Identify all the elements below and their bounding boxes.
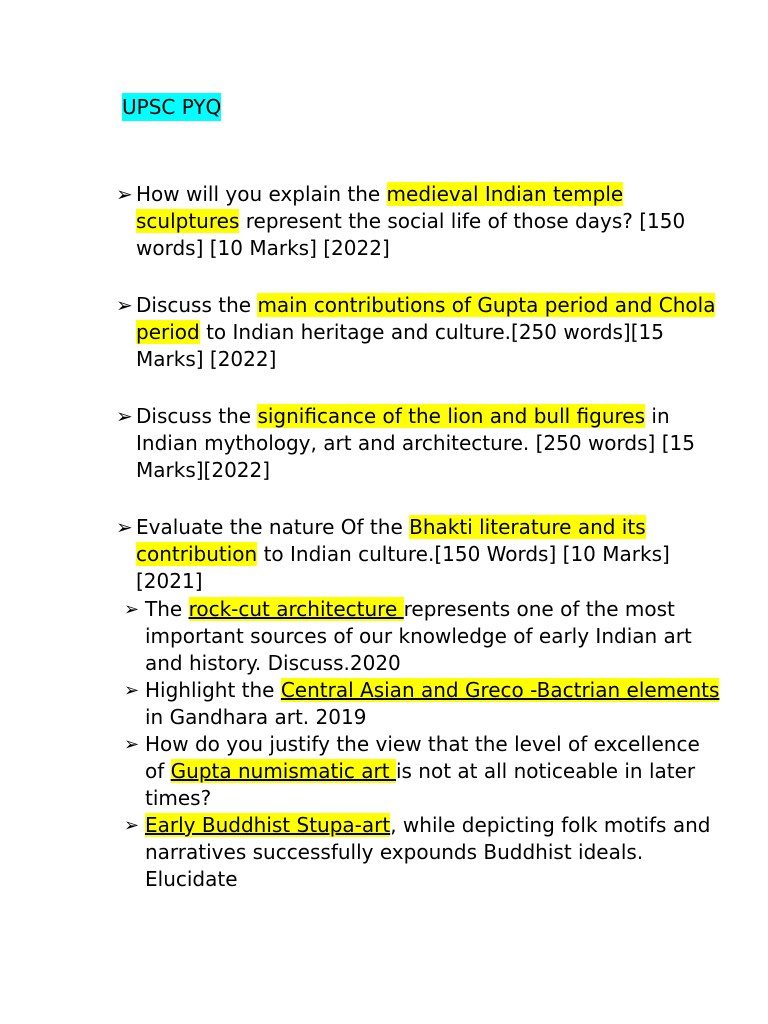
question-text-before: Highlight the (145, 678, 281, 702)
question-item (124, 812, 724, 893)
question-item (116, 181, 716, 262)
question-highlight: main contributions of Gupta period and Chola period (136, 293, 716, 344)
question-highlight: medieval Indian temple sculptures (136, 182, 624, 233)
question-text-before: The (145, 597, 189, 621)
question-highlight: significance of the lion and bull figures (257, 404, 646, 428)
arrowhead-bullet-icon: ➢ (124, 599, 140, 620)
question-text (136, 514, 716, 595)
question-text-after: in Gandhara art. 2019 (145, 705, 367, 729)
arrowhead-bullet-icon: ➢ (116, 182, 133, 206)
question-text (136, 292, 716, 373)
question-text-before: How do you justify the view that the level of excellence of (145, 732, 700, 783)
question-item (116, 403, 716, 484)
question-text (145, 677, 724, 731)
question-text-after: in Indian mythology, art and architecture. [250 words] [15 Marks][2022] (136, 404, 695, 482)
question-text-after: is not at all noticeable in later times? (145, 759, 696, 810)
question-item (124, 731, 724, 812)
question-text-before: Discuss the (136, 293, 258, 317)
question-highlight: Gupta numismatic art (170, 759, 396, 783)
question-text-after: represents one of the most important sources of our knowledge of early Indian art and history. Discuss.2020 (145, 597, 692, 675)
question-text (136, 403, 716, 484)
question-text-after: represent the social life of those days? [150 words] [10 Marks] [2022] (136, 209, 686, 260)
question-text (145, 812, 724, 893)
question-text-after: to Indian heritage and culture.[250 words][15 Marks] [2022] (136, 320, 664, 371)
question-text-before: Discuss the (136, 404, 258, 428)
question-text-after: to Indian culture.[150 Words] [10 Marks] [2021] (136, 542, 670, 593)
question-highlight: rock-cut architecture (188, 597, 404, 621)
question-text (136, 181, 716, 262)
question-text-before: How will you explain the (136, 182, 387, 206)
arrowhead-bullet-icon: ➢ (116, 404, 133, 428)
arrowhead-bullet-icon: ➢ (124, 815, 140, 836)
question-highlight: Bhakti literature and its contribution (136, 515, 646, 566)
question-highlight: Early Buddhist Stupa-art (145, 813, 391, 837)
question-item (116, 514, 716, 595)
arrowhead-bullet-icon: ➢ (116, 293, 133, 317)
question-item (124, 677, 724, 731)
arrowhead-bullet-icon: ➢ (116, 515, 133, 539)
question-text (145, 731, 724, 812)
question-text-after: , while depicting folk motifs and narratives successfully expounds Buddhist ideals. Elucidate (145, 813, 711, 891)
document-title: UPSC PYQ (122, 95, 222, 119)
question-text (145, 596, 724, 677)
arrowhead-bullet-icon: ➢ (124, 680, 140, 701)
arrowhead-bullet-icon: ➢ (124, 734, 140, 755)
question-text-before: Evaluate the nature Of the (136, 515, 410, 539)
question-highlight: Central Asian and Greco -Bactrian elements (280, 678, 720, 702)
question-item (124, 596, 724, 677)
question-item (116, 292, 716, 373)
